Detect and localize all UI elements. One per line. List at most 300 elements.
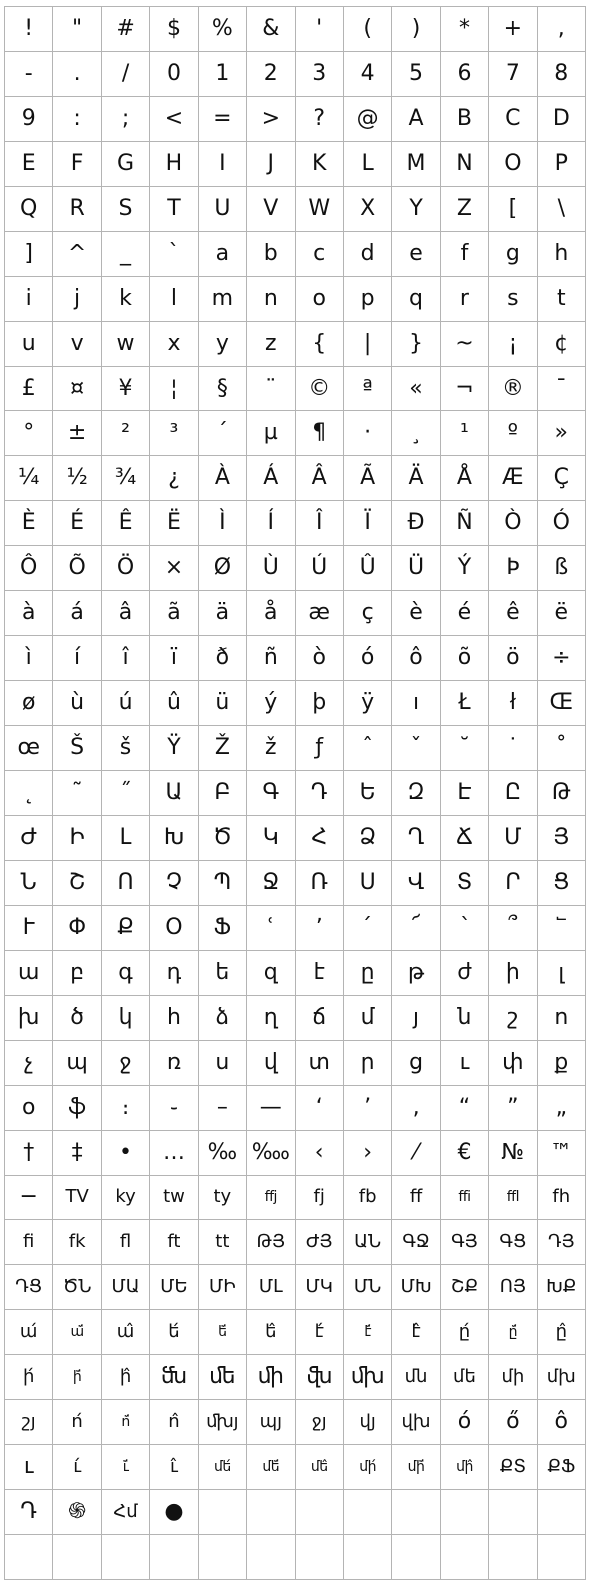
glyph-cell: է — [296, 951, 344, 996]
glyph-cell: ՈՅ — [489, 1265, 537, 1310]
glyph-cell: ¶ — [296, 411, 344, 456]
glyph-cell: ÷ — [538, 636, 586, 681]
glyph-cell: n — [247, 277, 295, 322]
glyph-cell: ո — [538, 996, 586, 1041]
glyph-cell: o — [296, 277, 344, 322]
glyph-cell: ՄԼ — [247, 1265, 295, 1310]
glyph-cell: մե́ — [199, 1445, 247, 1490]
glyph-cell: մի̈́ — [392, 1445, 440, 1490]
glyph-cell: ß — [538, 546, 586, 591]
glyph-cell: ˙ — [489, 726, 537, 771]
glyph-cell: Տ — [441, 861, 489, 906]
glyph-cell: 8 — [538, 52, 586, 97]
glyph-cell: Դ — [296, 771, 344, 816]
glyph-cell: ո̈́ — [102, 1400, 150, 1445]
glyph-cell: ! — [5, 7, 53, 52]
glyph-cell: թ — [392, 951, 440, 996]
glyph-cell: Ý — [441, 546, 489, 591]
glyph-cell: tt — [199, 1220, 247, 1265]
glyph-cell: h — [538, 232, 586, 277]
glyph-cell: ւ — [441, 1041, 489, 1086]
glyph-cell: ½ — [53, 456, 101, 501]
glyph-cell: Ռ — [296, 861, 344, 906]
glyph-cell: ի — [489, 951, 537, 996]
glyph-cell: S — [102, 187, 150, 232]
glyph-cell: R — [53, 187, 101, 232]
glyph-cell: ft — [150, 1220, 198, 1265]
glyph-cell: Շ — [53, 861, 101, 906]
glyph-cell: ս — [199, 1041, 247, 1086]
glyph-cell: Ւ — [5, 906, 53, 951]
glyph-cell: % — [199, 7, 247, 52]
glyph-cell: Ï — [344, 501, 392, 546]
glyph-cell: _ — [102, 232, 150, 277]
glyph-cell: § — [199, 367, 247, 412]
glyph-cell: ö — [489, 636, 537, 681]
glyph-cell: ՛ — [344, 906, 392, 951]
glyph-cell: ԳՅ — [441, 1220, 489, 1265]
glyph-cell: x — [150, 322, 198, 367]
glyph-cell: ՄԵ — [150, 1265, 198, 1310]
glyph-cell: ջ — [102, 1041, 150, 1086]
glyph-cell: Ս — [344, 861, 392, 906]
glyph-cell: մե̈́ — [247, 1445, 295, 1490]
glyph-cell: ﬔ — [199, 1355, 247, 1400]
glyph-cell: ը̂ — [538, 1310, 586, 1355]
glyph-cell: Բ — [199, 771, 247, 816]
glyph-cell: ը́ — [441, 1310, 489, 1355]
glyph-cell: ¹ — [441, 411, 489, 456]
glyph-cell: ջյ — [296, 1400, 344, 1445]
glyph-cell: ‰ — [199, 1131, 247, 1176]
glyph-cell: TV — [53, 1176, 101, 1221]
glyph-cell: J — [247, 142, 295, 187]
glyph-cell: ž — [247, 726, 295, 771]
glyph-cell: ¸ — [392, 411, 440, 456]
glyph-cell: ﬗյ — [199, 1400, 247, 1445]
glyph-cell: > — [247, 97, 295, 142]
glyph-cell: Ç — [538, 456, 586, 501]
glyph-cell: խ — [5, 996, 53, 1041]
glyph-cell: Ճ — [441, 816, 489, 861]
glyph-cell: Z — [441, 187, 489, 232]
glyph-cell: à — [5, 591, 53, 636]
glyph-cell: ԴՑ — [5, 1265, 53, 1310]
glyph-cell: c — [296, 232, 344, 277]
glyph-cell: / — [102, 52, 150, 97]
glyph-cell: u — [5, 322, 53, 367]
glyph-cell: մ — [344, 996, 392, 1041]
glyph-cell: + — [489, 7, 537, 52]
glyph-cell — [5, 1535, 53, 1580]
glyph-cell: ԳՑ — [489, 1220, 537, 1265]
glyph-cell: U — [199, 187, 247, 232]
glyph-cell: * — [441, 7, 489, 52]
glyph-cell: F — [53, 142, 101, 187]
glyph-cell: ° — [5, 411, 53, 456]
glyph-cell: է̂ — [392, 1310, 440, 1355]
glyph-cell: f — [441, 232, 489, 277]
glyph-cell: Ֆ — [199, 906, 247, 951]
glyph-cell: Ú — [296, 546, 344, 591]
glyph-cell: ˛ — [5, 771, 53, 816]
glyph-cell: ñ — [247, 636, 295, 681]
glyph-cell: 7 — [489, 52, 537, 97]
glyph-cell: Ł — [441, 681, 489, 726]
glyph-cell: ՙ — [247, 906, 295, 951]
glyph-cell: ի́ — [5, 1355, 53, 1400]
glyph-cell: ø — [5, 681, 53, 726]
glyph-cell: 6 — [441, 52, 489, 97]
glyph-cell: Ե — [344, 771, 392, 816]
glyph-cell: ֍ — [53, 1490, 101, 1535]
glyph-cell: A — [392, 97, 440, 142]
glyph-cell: 9 — [5, 97, 53, 142]
glyph-cell: Š — [53, 726, 101, 771]
glyph-cell: Ց — [538, 861, 586, 906]
glyph-cell: D — [538, 97, 586, 142]
glyph-cell: { — [296, 322, 344, 367]
glyph-cell: Q — [5, 187, 53, 232]
glyph-cell: Ò — [489, 501, 537, 546]
glyph-cell: ì — [5, 636, 53, 681]
glyph-cell: ե̈́ — [199, 1310, 247, 1355]
glyph-cell: Ը — [489, 771, 537, 816]
glyph-cell: ] — [5, 232, 53, 277]
glyph-cell: Պ — [199, 861, 247, 906]
glyph-cell: ⁄ — [392, 1131, 440, 1176]
glyph-cell: Â — [296, 456, 344, 501]
glyph-cell: ) — [392, 7, 440, 52]
glyph-cell: ä — [199, 591, 247, 636]
glyph-cell: ÿ — [344, 681, 392, 726]
glyph-cell: À — [199, 456, 247, 501]
glyph-cell: ¥ — [102, 367, 150, 412]
glyph-cell: å — [247, 591, 295, 636]
glyph-cell: r — [441, 277, 489, 322]
glyph-cell: " — [53, 7, 101, 52]
glyph-cell: ï — [150, 636, 198, 681]
glyph-cell: O — [489, 142, 537, 187]
glyph-cell: Ժ — [5, 816, 53, 861]
glyph-cell: œ — [5, 726, 53, 771]
glyph-cell: » — [538, 411, 586, 456]
glyph-cell: N — [441, 142, 489, 187]
glyph-cell: − — [5, 1176, 53, 1221]
glyph-cell: ի̈́ — [53, 1355, 101, 1400]
glyph-cell: ¬ — [441, 367, 489, 412]
glyph-cell: Ա — [150, 771, 198, 816]
glyph-cell: Î — [296, 501, 344, 546]
glyph-cell: ty — [199, 1176, 247, 1221]
glyph-cell: ( — [344, 7, 392, 52]
glyph-cell: ¯ — [538, 367, 586, 412]
glyph-cell: ò — [296, 636, 344, 681]
glyph-cell: շյ — [5, 1400, 53, 1445]
glyph-cell: ^ — [53, 232, 101, 277]
glyph-cell: Ո — [102, 861, 150, 906]
glyph-cell: Ü — [392, 546, 440, 591]
glyph-cell: } — [392, 322, 440, 367]
glyph-cell: É — [53, 501, 101, 546]
glyph-cell: j — [53, 277, 101, 322]
glyph-cell: Հ — [296, 816, 344, 861]
glyph-cell: № — [489, 1131, 537, 1176]
glyph-cell: ő — [489, 1400, 537, 1445]
glyph-cell — [199, 1535, 247, 1580]
glyph-cell: š — [102, 726, 150, 771]
glyph-cell: ~ — [441, 322, 489, 367]
glyph-cell: g — [489, 232, 537, 277]
glyph-cell: ð — [199, 636, 247, 681]
glyph-cell: È — [5, 501, 53, 546]
glyph-grid — [4, 6, 586, 1580]
glyph-cell: ﬓ — [150, 1355, 198, 1400]
glyph-cell — [441, 1535, 489, 1580]
glyph-cell: ƒ — [296, 726, 344, 771]
glyph-cell: fb — [344, 1176, 392, 1221]
glyph-cell: Ö — [102, 546, 150, 591]
glyph-cell: ծ — [53, 996, 101, 1041]
glyph-cell: ¨ — [247, 367, 295, 412]
glyph-cell: ԳՋ — [392, 1220, 440, 1265]
glyph-cell: ¾ — [102, 456, 150, 501]
glyph-cell: չ — [5, 1041, 53, 1086]
glyph-cell: fi — [5, 1220, 53, 1265]
glyph-cell: ô — [538, 1400, 586, 1445]
glyph-cell: ˝ — [102, 771, 150, 816]
glyph-cell — [247, 1535, 295, 1580]
glyph-cell: H — [150, 142, 198, 187]
glyph-cell: մի́ — [344, 1445, 392, 1490]
glyph-cell: Y — [392, 187, 440, 232]
glyph-cell: Å — [441, 456, 489, 501]
glyph-cell: ù — [53, 681, 101, 726]
glyph-cell: ժ — [441, 951, 489, 996]
glyph-cell: է̈́ — [344, 1310, 392, 1355]
glyph-cell: G — [102, 142, 150, 187]
glyph-cell: ô — [392, 636, 440, 681]
glyph-cell: Ղ — [392, 816, 440, 861]
glyph-cell: Ž — [199, 726, 247, 771]
glyph-cell: Ձ — [344, 816, 392, 861]
glyph-cell: k — [102, 277, 150, 322]
glyph-cell — [296, 1535, 344, 1580]
glyph-cell: • — [102, 1131, 150, 1176]
glyph-cell: ffj — [247, 1176, 295, 1221]
glyph-cell: ˚ — [538, 726, 586, 771]
glyph-cell: Կ — [247, 816, 295, 861]
glyph-cell — [53, 1535, 101, 1580]
glyph-cell: ՚ — [296, 906, 344, 951]
glyph-cell: Ք — [102, 906, 150, 951]
glyph-cell: . — [53, 52, 101, 97]
glyph-cell: fk — [53, 1220, 101, 1265]
glyph-cell: Û — [344, 546, 392, 591]
glyph-cell: յ — [392, 996, 440, 1041]
glyph-cell — [538, 1535, 586, 1580]
glyph-cell: ı — [392, 681, 440, 726]
glyph-cell: º — [489, 411, 537, 456]
glyph-cell: & — [247, 7, 295, 52]
glyph-cell: ւ̂ — [150, 1445, 198, 1490]
glyph-cell: ը̈́ — [489, 1310, 537, 1355]
glyph-cell: – — [199, 1086, 247, 1131]
glyph-cell: ֆ — [53, 1086, 101, 1131]
glyph-cell: Թ — [538, 771, 586, 816]
glyph-cell: ղ — [247, 996, 295, 1041]
glyph-cell: × — [150, 546, 198, 591]
glyph-cell: ¢ — [538, 322, 586, 367]
glyph-cell: ffl — [489, 1176, 537, 1221]
glyph-cell: Þ — [489, 546, 537, 591]
glyph-cell — [199, 1490, 247, 1535]
glyph-cell: ԽՔ — [538, 1265, 586, 1310]
glyph-cell: æ — [296, 591, 344, 636]
glyph-cell: Ծ — [199, 816, 247, 861]
glyph-cell: ԱՆ — [344, 1220, 392, 1265]
glyph-cell: Ó — [538, 501, 586, 546]
glyph-cell: T — [150, 187, 198, 232]
glyph-cell: ‘ — [296, 1086, 344, 1131]
glyph-cell — [247, 1490, 295, 1535]
glyph-cell: ● — [150, 1490, 198, 1535]
glyph-cell: ա̂ — [102, 1310, 150, 1355]
glyph-cell: Զ — [392, 771, 440, 816]
glyph-cell: e — [392, 232, 440, 277]
glyph-cell: Ù — [247, 546, 295, 591]
glyph-cell: ² — [102, 411, 150, 456]
glyph-cell: շ — [489, 996, 537, 1041]
glyph-cell: i — [5, 277, 53, 322]
glyph-cell: ê — [489, 591, 537, 636]
glyph-cell: Ô — [5, 546, 53, 591]
glyph-cell: ռ — [150, 1041, 198, 1086]
glyph-cell: V — [247, 187, 295, 232]
glyph-cell: ։ — [102, 1086, 150, 1131]
glyph-cell: î — [102, 636, 150, 681]
glyph-cell: Գ — [247, 771, 295, 816]
glyph-cell: պ — [53, 1041, 101, 1086]
glyph-cell: զ — [247, 951, 295, 996]
glyph-cell: … — [150, 1131, 198, 1176]
glyph-cell: 5 — [392, 52, 440, 97]
glyph-cell: ՔՖ — [538, 1445, 586, 1490]
glyph-cell — [102, 1535, 150, 1580]
glyph-cell: Ã — [344, 456, 392, 501]
glyph-cell: օ — [5, 1086, 53, 1131]
glyph-cell: ւ́ — [53, 1445, 101, 1490]
glyph-cell: ե́ — [150, 1310, 198, 1355]
glyph-cell: m — [199, 277, 247, 322]
glyph-cell: Դ — [5, 1490, 53, 1535]
glyph-cell: Á — [247, 456, 295, 501]
glyph-cell: ¿ — [150, 456, 198, 501]
glyph-cell: ՇՔ — [441, 1265, 489, 1310]
glyph-cell: y — [199, 322, 247, 367]
glyph-cell: ԹՅ — [247, 1220, 295, 1265]
glyph-cell: Օ — [150, 906, 198, 951]
glyph-cell: á — [53, 591, 101, 636]
glyph-cell: $ — [150, 7, 198, 52]
glyph-cell: Ø — [199, 546, 247, 591]
glyph-cell: Խ — [150, 816, 198, 861]
glyph-cell: ó — [441, 1400, 489, 1445]
glyph-cell: ë — [538, 591, 586, 636]
glyph-cell: ո̂ — [150, 1400, 198, 1445]
glyph-cell: © — [296, 367, 344, 412]
glyph-cell: Í — [247, 501, 295, 546]
glyph-cell: Ñ — [441, 501, 489, 546]
glyph-cell: ' — [296, 7, 344, 52]
glyph-cell: w — [102, 322, 150, 367]
glyph-cell: l — [150, 277, 198, 322]
glyph-cell: ˇ — [392, 726, 440, 771]
glyph-cell: 2 — [247, 52, 295, 97]
glyph-cell: ˜ — [53, 771, 101, 816]
glyph-cell: Յ — [538, 816, 586, 861]
glyph-cell: - — [5, 52, 53, 97]
glyph-cell: ¤ — [53, 367, 101, 412]
glyph-cell: â — [102, 591, 150, 636]
glyph-cell: Ä — [392, 456, 440, 501]
glyph-cell: ե — [199, 951, 247, 996]
glyph-cell — [489, 1535, 537, 1580]
glyph-cell: ; — [102, 97, 150, 142]
glyph-cell: « — [392, 367, 440, 412]
glyph-cell: վյ — [344, 1400, 392, 1445]
glyph-cell: է́ — [296, 1310, 344, 1355]
glyph-cell: fh — [538, 1176, 586, 1221]
glyph-cell: õ — [441, 636, 489, 681]
glyph-cell: 3 — [296, 52, 344, 97]
glyph-cell: µ — [247, 411, 295, 456]
glyph-cell: ’ — [344, 1086, 392, 1131]
glyph-cell: ﬗ — [344, 1355, 392, 1400]
glyph-cell — [489, 1490, 537, 1535]
glyph-cell: մի̂ — [441, 1445, 489, 1490]
glyph-cell: I — [199, 142, 247, 187]
glyph-cell: բ — [53, 951, 101, 996]
glyph-cell: Մ — [489, 816, 537, 861]
glyph-cell: ´ — [199, 411, 247, 456]
glyph-cell: փ — [489, 1041, 537, 1086]
glyph-cell: # — [102, 7, 150, 52]
glyph-cell: դ — [150, 951, 198, 996]
glyph-cell: tw — [150, 1176, 198, 1221]
glyph-cell: ‱ — [247, 1131, 295, 1176]
glyph-cell: ՄԻ — [199, 1265, 247, 1310]
glyph-cell: £ — [5, 367, 53, 412]
glyph-cell: “ — [441, 1086, 489, 1131]
glyph-cell: Ի — [53, 816, 101, 861]
glyph-cell: s — [489, 277, 537, 322]
glyph-cell: Լ — [102, 816, 150, 861]
glyph-cell: ¦ — [150, 367, 198, 412]
glyph-cell: ՝ — [441, 906, 489, 951]
glyph-cell: մե — [441, 1355, 489, 1400]
glyph-cell: ԴՅ — [538, 1220, 586, 1265]
glyph-cell: Ÿ — [150, 726, 198, 771]
glyph-cell: ո́ — [53, 1400, 101, 1445]
glyph-cell: < — [150, 97, 198, 142]
glyph-cell: L — [344, 142, 392, 187]
glyph-cell: Վ — [392, 861, 440, 906]
glyph-cell — [441, 1490, 489, 1535]
glyph-cell: ՄԿ — [296, 1265, 344, 1310]
glyph-cell: ‚ — [392, 1086, 440, 1131]
glyph-cell: ճ — [296, 996, 344, 1041]
